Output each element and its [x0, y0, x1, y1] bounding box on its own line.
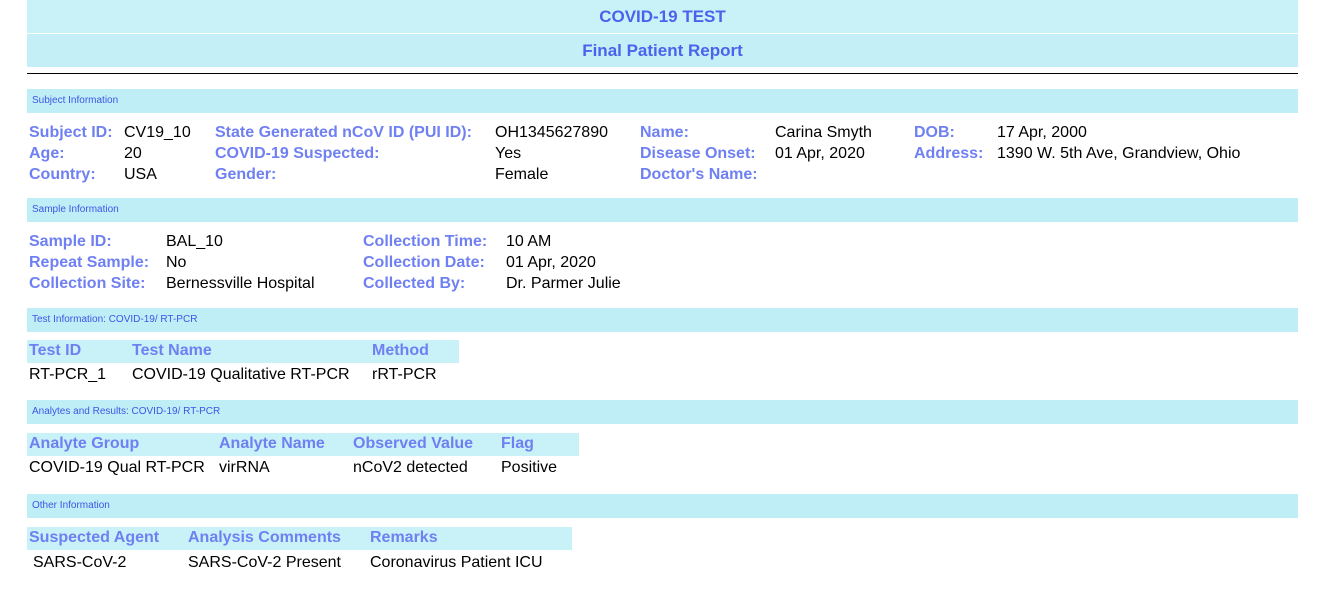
subject-id-value: CV19_10	[124, 124, 191, 141]
flag-header: Flag	[501, 435, 534, 452]
address-label: Address:	[914, 145, 984, 162]
section-other-information	[27, 494, 1298, 518]
repeat-sample-value: No	[166, 254, 187, 271]
section-analytes-results	[27, 400, 1298, 424]
collection-time-value: 10 AM	[506, 233, 552, 250]
report-title: COVID-19 TEST	[27, 0, 1298, 33]
address-value: 1390 W. 5th Ave, Grandview, Ohio	[997, 145, 1241, 162]
disease-onset-value: 01 Apr, 2020	[775, 145, 865, 162]
remarks-cell: Coronavirus Patient ICU	[370, 554, 543, 571]
pui-id-value: OH1345627890	[495, 124, 608, 141]
analysis-comments-header: Analysis Comments	[188, 529, 341, 546]
gender-label: Gender:	[215, 166, 277, 183]
suspected-agent-cell: SARS-CoV-2	[33, 554, 127, 571]
pui-id-label: State Generated nCoV ID (PUI ID):	[215, 124, 472, 141]
sample-id-label: Sample ID:	[29, 233, 112, 250]
age-label: Age:	[29, 145, 65, 162]
gender-value: Female	[495, 166, 549, 183]
observed-value-header: Observed Value	[353, 435, 474, 452]
section-title: Subject Information	[32, 95, 119, 106]
observed-value-cell: nCoV2 detected	[353, 459, 468, 476]
collected-by-value: Dr. Parmer Julie	[506, 275, 621, 292]
collection-site-label: Collection Site:	[29, 275, 146, 292]
suspected-agent-header: Suspected Agent	[29, 529, 160, 546]
collection-site-value: Bernessville Hospital	[166, 275, 315, 292]
collection-date-value: 01 Apr, 2020	[506, 254, 596, 271]
analyte-group-cell: COVID-19 Qual RT-PCR	[29, 459, 205, 476]
remarks-header: Remarks	[370, 529, 438, 546]
test-id-header: Test ID	[29, 342, 82, 359]
flag-cell: Positive	[501, 459, 558, 476]
section-title: Analytes and Results: COVID-19/ RT-PCR	[32, 406, 221, 417]
analyte-name-cell: virRNA	[219, 459, 270, 476]
dob-value: 17 Apr, 2000	[997, 124, 1087, 141]
collection-date-label: Collection Date:	[363, 254, 485, 271]
test-name-header: Test Name	[132, 342, 212, 359]
name-label: Name:	[640, 124, 689, 141]
repeat-sample-label: Repeat Sample:	[29, 254, 150, 271]
section-title: Sample Information	[32, 204, 119, 215]
subject-id-label: Subject ID:	[29, 124, 113, 141]
country-value: USA	[124, 166, 157, 183]
section-title: Test Information: COVID-19/ RT-PCR	[32, 314, 198, 325]
title-divider	[27, 73, 1298, 74]
report-subtitle: Final Patient Report	[27, 34, 1298, 67]
test-id-cell: RT-PCR_1	[29, 366, 107, 383]
dob-label: DOB:	[914, 124, 955, 141]
method-cell: rRT-PCR	[372, 366, 437, 383]
country-label: Country:	[29, 166, 96, 183]
covid-suspected-label: COVID-19 Suspected:	[215, 145, 380, 162]
analyte-name-header: Analyte Name	[219, 435, 325, 452]
collected-by-label: Collected By:	[363, 275, 466, 292]
collection-time-label: Collection Time:	[363, 233, 488, 250]
doctor-name-label: Doctor's Name:	[640, 166, 758, 183]
section-sample-information	[27, 198, 1298, 222]
analyte-group-header: Analyte Group	[29, 435, 140, 452]
disease-onset-label: Disease Onset:	[640, 145, 756, 162]
section-test-information	[27, 308, 1298, 332]
method-header: Method	[372, 342, 429, 359]
age-value: 20	[124, 145, 142, 162]
sample-id-value: BAL_10	[166, 233, 223, 250]
section-title: Other Information	[32, 500, 110, 511]
section-subject-information	[27, 89, 1298, 113]
test-name-cell: COVID-19 Qualitative RT-PCR	[132, 366, 350, 383]
analysis-comments-cell: SARS-CoV-2 Present	[188, 554, 341, 571]
covid-suspected-value: Yes	[495, 145, 522, 162]
name-value: Carina Smyth	[775, 124, 872, 141]
